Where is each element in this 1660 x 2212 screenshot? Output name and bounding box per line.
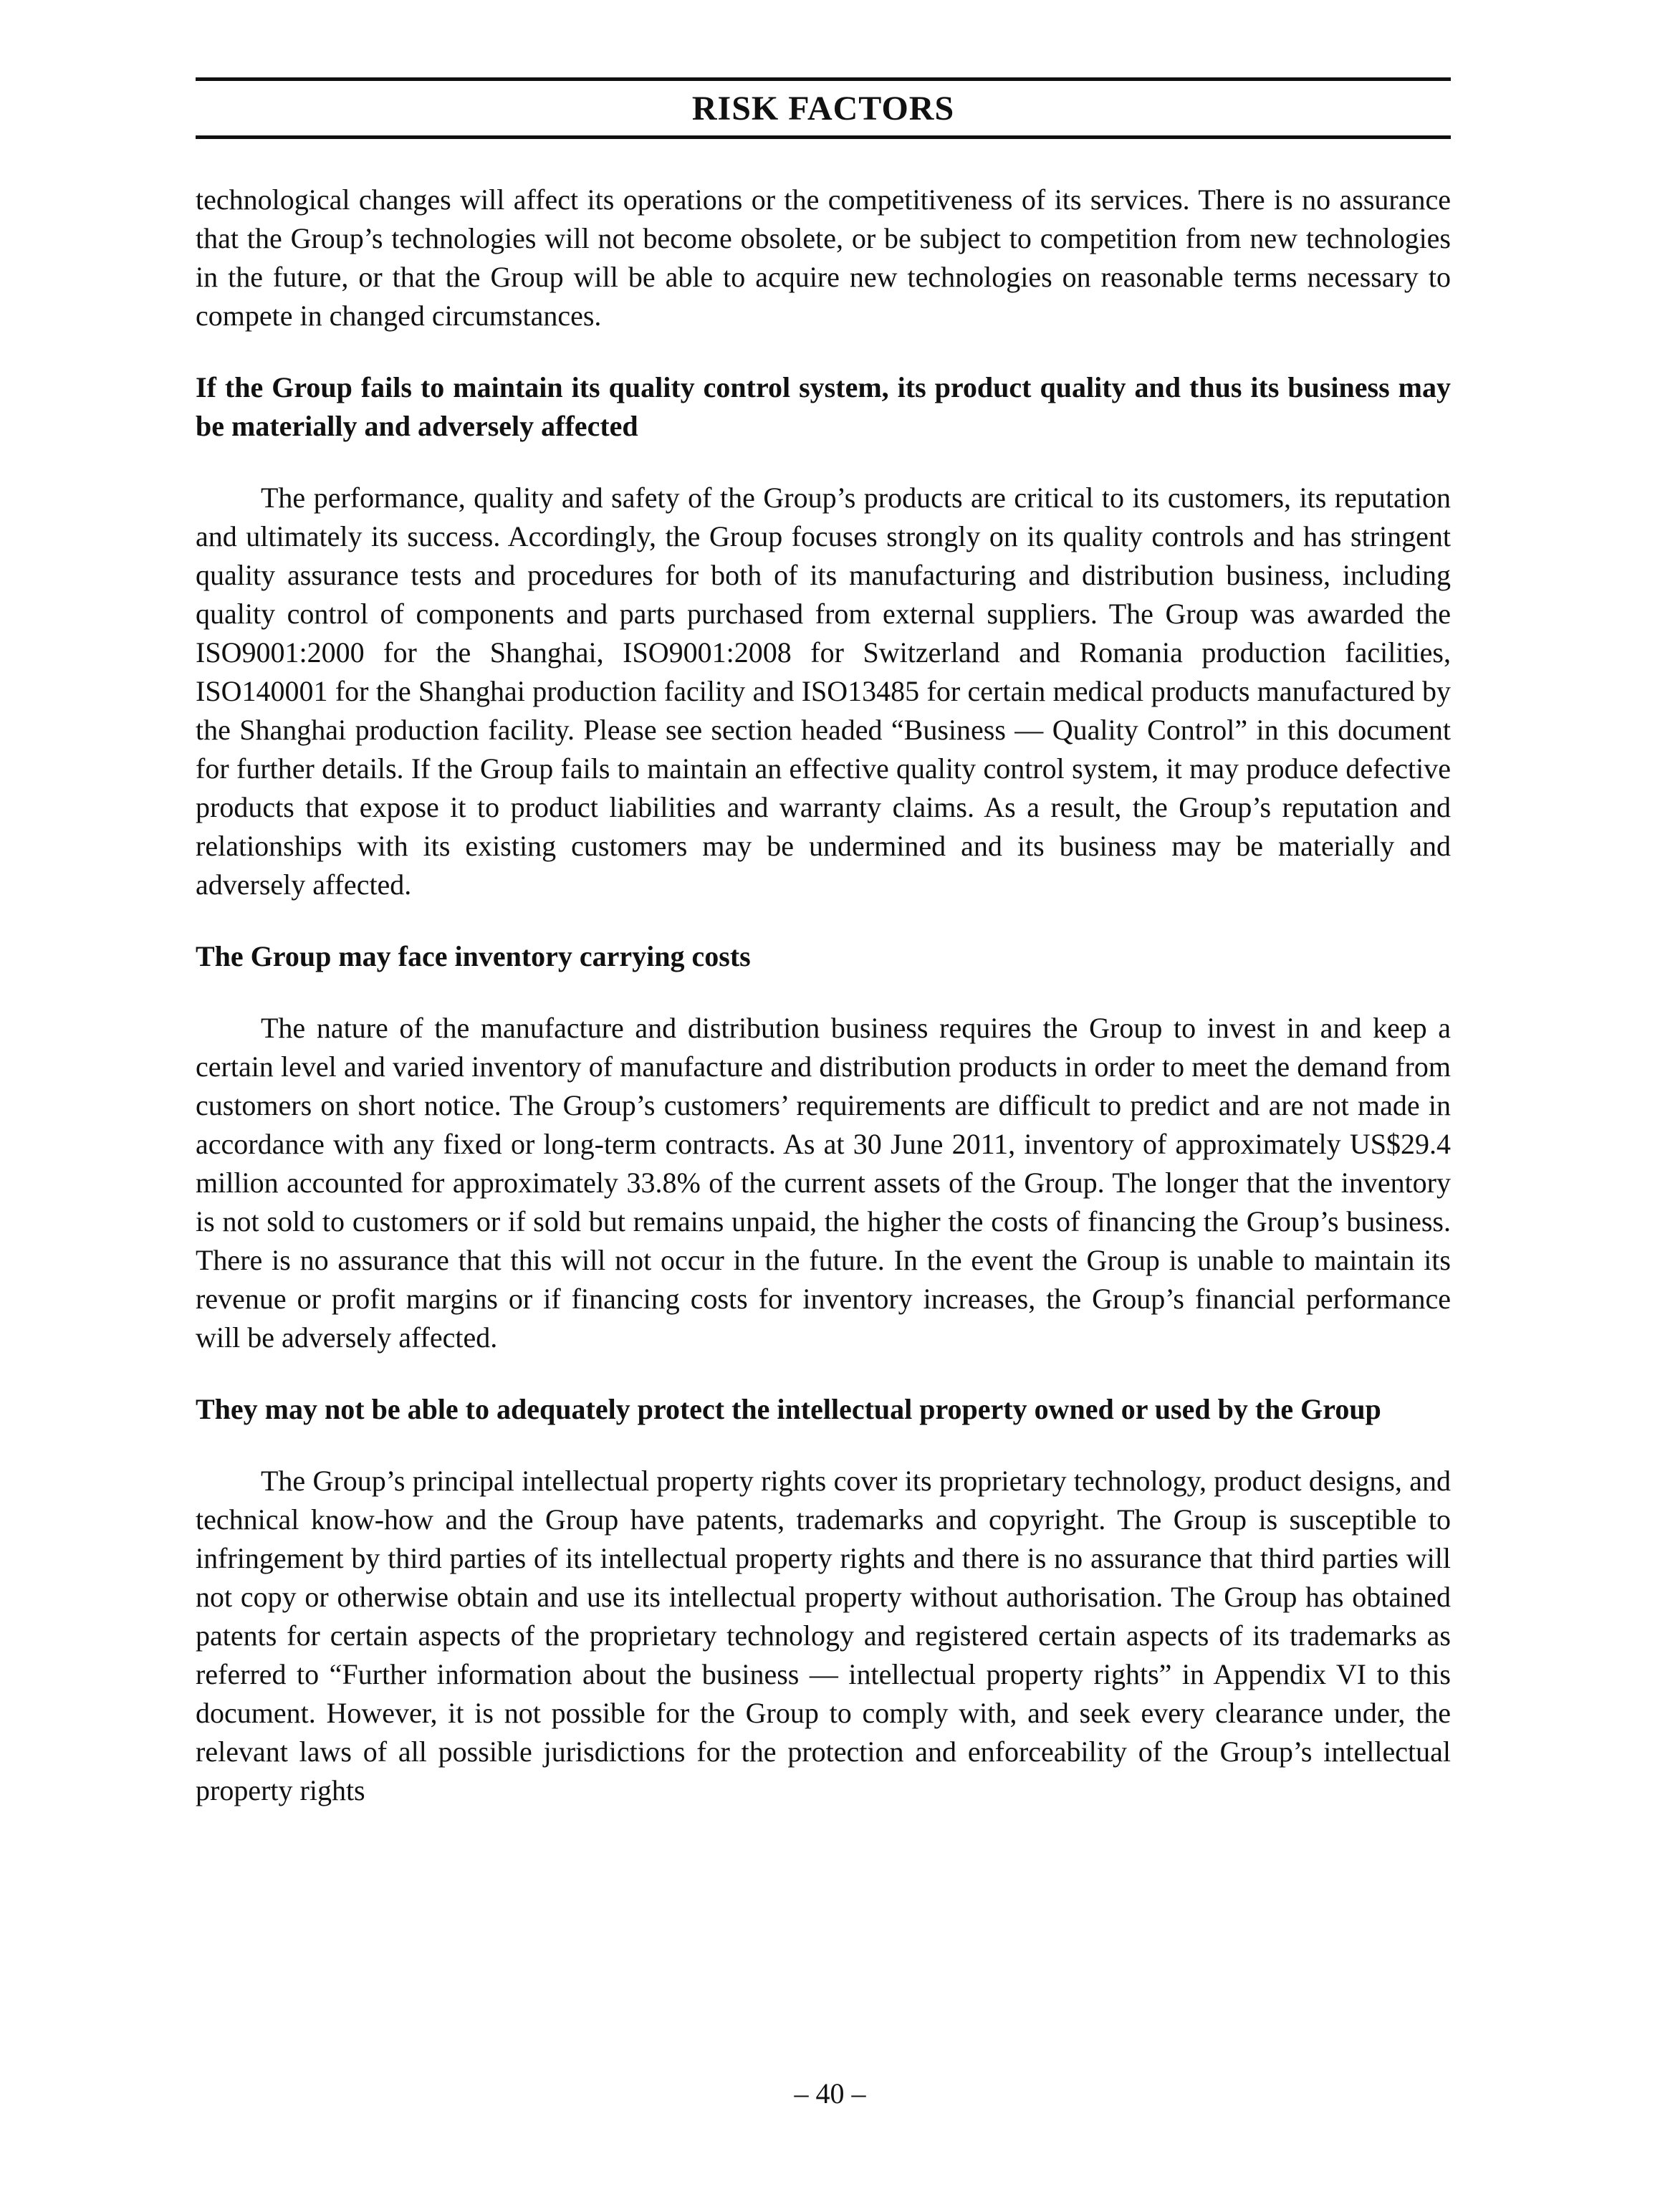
page-number: – 40 – <box>794 2077 866 2110</box>
section-heading-inventory: The Group may face inventory carrying costs <box>196 940 751 972</box>
document-page <box>196 77 1451 1810</box>
section-heading-quality-control: If the Group fails to maintain its quality control system, its product quality and thus its business may be materially and adversely affected <box>196 371 1451 442</box>
section-body-quality-control: The performance, quality and safety of the Group’s products are critical to its customers, its reputation and ultimately its success. Accordingly, the Group focuses strongly on its quality controls and has stringent quality assurance tests and procedures for both of its manufacturing and distribution business, including quality control of components and parts purchased from external suppliers. The Group was awarded the ISO9001:2000 for the Shanghai, ISO9001:2008 for Switzerland and Romania production facilities, ISO140001 for the Shanghai production facility and ISO13485 for certain medical products manufactured by the Shanghai production facility. Please see section headed “Business — Quality Control” in this document for further details. If the Group fails to maintain an effective quality control system, it may produce defective products that expose it to product liabilities and warranty claims. As a result, the Group’s reputation and relationships with its existing customers may be undermined and its business may be materially and adversely affected. <box>196 482 1451 901</box>
section-body-inventory: The nature of the manufacture and distribution business requires the Group to invest in and keep a certain level and varied inventory of manufacture and distribution products in order to meet the demand from customers on short notice. The Group’s customers’ requirements are difficult to predict and are not made in accordance with any fixed or long-term contracts. As at 30 June 2011, inventory of approximately US$29.4 million accounted for approximately 33.8% of the current assets of the Group. The longer that the inventory is not sold to customers or if sold but remains unpaid, the higher the costs of financing the Group’s business. There is no assurance that this will not occur in the future. In the event the Group is unable to maintain its revenue or profit margins or if financing costs for inventory increases, the Group’s financial performance will be adversely affected. <box>196 1012 1451 1354</box>
page-header <box>196 77 1451 139</box>
page-title: RISK FACTORS <box>691 89 955 128</box>
page-body <box>196 181 1451 1810</box>
section-heading-intellectual-property: They may not be able to adequately protect the intellectual property owned or used by the Group <box>196 1393 1381 1425</box>
section-body-intellectual-property: The Group’s principal intellectual property rights cover its proprietary technology, product designs, and technical know-how and the Group have patents, trademarks and copyright. The Group is susceptible to infringement by third parties of its intellectual property rights and there is no assurance that third parties will not copy or otherwise obtain and use its intellectual property without authorisation. The Group has obtained patents for certain aspects of the proprietary technology and registered certain aspects of its trademarks as referred to “Further information about the business — intellectual property rights” in Appendix VI to this document. However, it is not possible for the Group to comply with, and seek every clearance under, the relevant laws of all possible jurisdictions for the protection and enforceability of the Group’s intellectual property rights <box>196 1465 1451 1806</box>
intro-paragraph: technological changes will affect its operations or the competitiveness of its services. There is no assurance that the Group’s technologies will not become obsolete, or be subject to competition from new technologies in the future, or that the Group will be able to acquire new technologies on reasonable terms necessary to compete in changed circumstances. <box>196 183 1451 332</box>
